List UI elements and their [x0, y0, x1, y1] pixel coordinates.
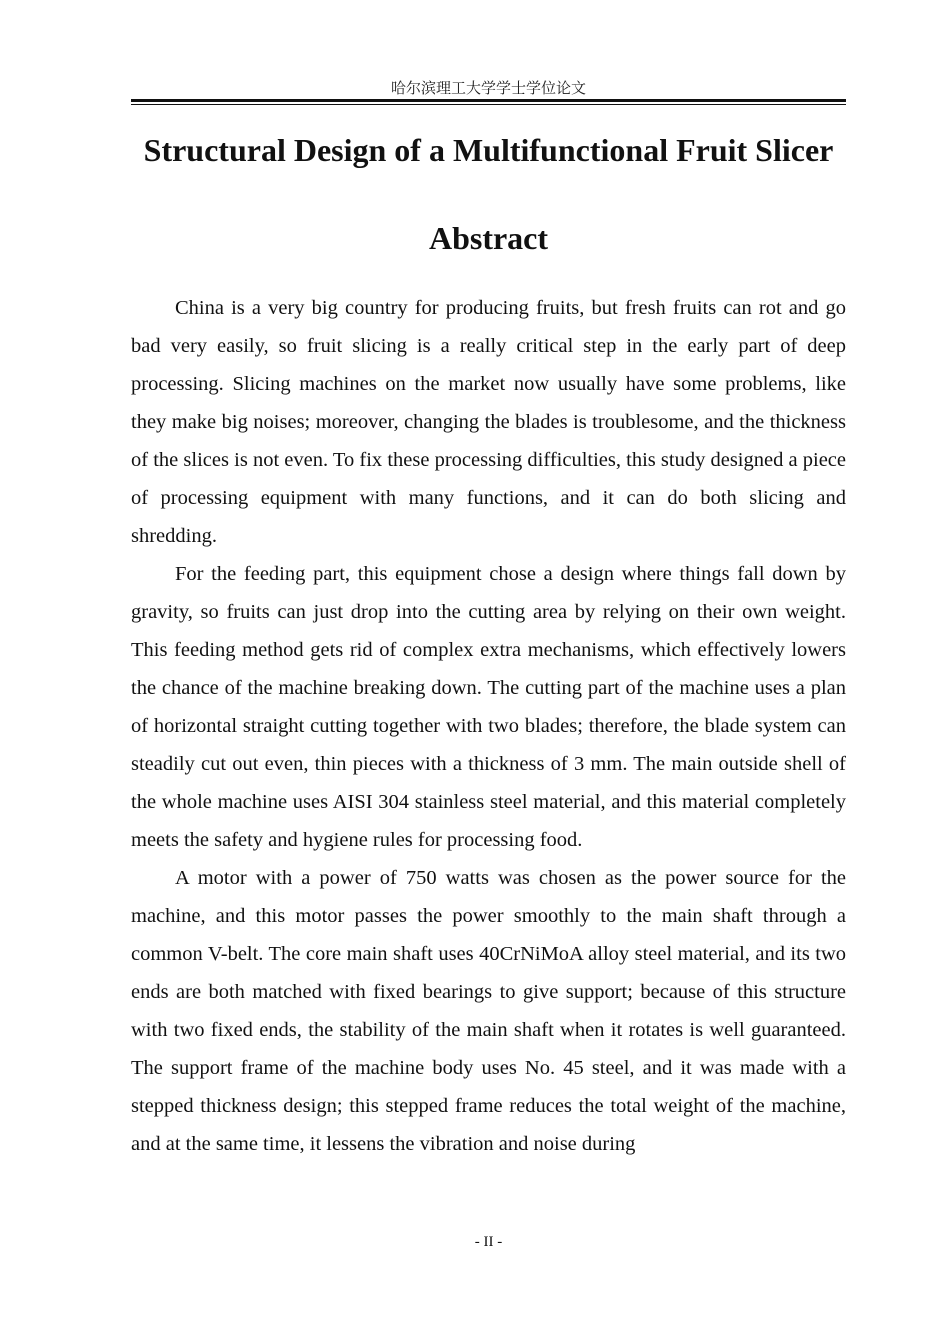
abstract-heading: Abstract: [428, 220, 549, 256]
abstract-body: [131, 289, 846, 1163]
header-rule-thin: [131, 104, 846, 105]
header-rule-thick: [131, 99, 846, 102]
running-header: 哈尔滨理工大学学士学位论文: [390, 79, 586, 97]
abstract-paragraph-1: China is a very big country for producing fruits, but fresh fruits can rot and go bad very easily, so fruit slicing is a really critical step in the early part of deep processing. Slicing machines on the market now usually have some problems, like they make big noises; moreover, changing the blades is troublesome, and the thickness of the slices is not even. To fix these processing difficulties, this study designed a piece of processing equipment with many functions, and it can do both slicing and shredding.: [131, 297, 846, 547]
abstract-paragraph-3: A motor with a power of 750 watts was chosen as the power source for the machine, and this motor passes the power smoothly to the main shaft through a common V-belt. The core main shaft uses 40CrNiMoA alloy steel material, and its two ends are both matched with fixed bearings to give support; because of this structure with two fixed ends, the stability of the main shaft when it rotates is well guaranteed. The support frame of the machine body uses No. 45 steel, and it was made with a stepped thickness design; this stepped frame reduces the total weight of the machine, and at the same time, it lessens the vibration and noise during: [131, 867, 846, 1155]
document-title: Structural Design of a Multifunctional Fruit Slicer: [143, 132, 834, 168]
page-number: - II -: [474, 1234, 503, 1250]
abstract-paragraph-2: For the feeding part, this equipment chose a design where things fall down by gravity, so fruits can just drop into the cutting area by relying on their own weight. This feeding method gets rid of complex extra mechanisms, which effectively lowers the chance of the machine breaking down. The cutting part of the machine uses a plan of horizontal straight cutting together with two blades; therefore, the blade system can steadily cut out even, thin pieces with a thickness of 3 mm. The main outside shell of the whole machine uses AISI 304 stainless steel material, and this material completely meets the safety and hygiene rules for processing food.: [131, 563, 846, 851]
